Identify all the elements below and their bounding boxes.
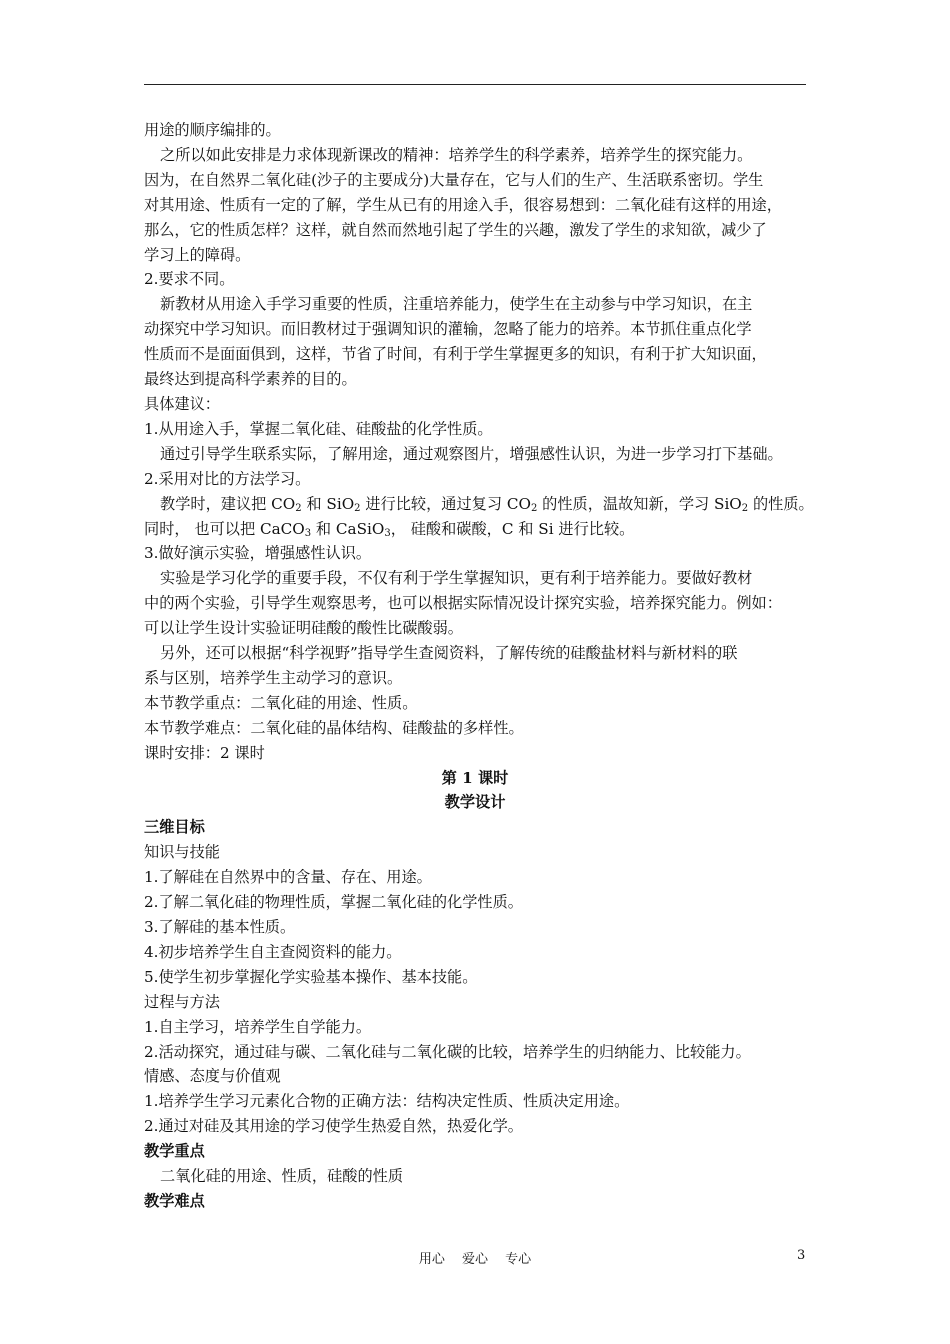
text-line: 课时安排：2 课时 bbox=[144, 743, 265, 762]
text-line: 4.初步培养学生自主查阅资料的能力。 bbox=[144, 942, 402, 961]
text-line: 2.了解二氧化硅的物理性质，掌握二氧化硅的化学性质。 bbox=[144, 893, 523, 912]
text-line: 2.要求不同。 bbox=[144, 270, 235, 289]
header-rule bbox=[144, 84, 806, 85]
text-line: 另外，还可以根据“科学视野”指导学生查阅资料，了解传统的硅酸盐材料与新材料的联 bbox=[160, 644, 738, 663]
text-line: 具体建议： bbox=[144, 394, 220, 413]
text-line: 教学时，建议把 $CO_2$ 和 SiO$_2$ 进行比较，通过复习 $CO_2$ 的性质，温故知新，学习 SiO$_2$ 的性质。 bbox=[160, 494, 814, 514]
text-line: 本节教学重点：二氧化硅的用途、性质。 bbox=[144, 693, 418, 712]
text-line: 动探究中学习知识。而旧教材过于强调知识的灌输，忽略了能力的培养。本节抓住重点化学 bbox=[144, 320, 752, 339]
section-heading: 教学重点 bbox=[144, 1142, 205, 1161]
section-heading: 第 1 课时 bbox=[441, 768, 509, 787]
text-line: 系与区别，培养学生主动学习的意识。 bbox=[144, 668, 403, 687]
text-line: 1.从用途入手，掌握二氧化硅、硅酸盐的化学性质。 bbox=[144, 419, 493, 438]
section-heading: 教学难点 bbox=[144, 1191, 205, 1210]
text-line: 2.活动探究，通过硅与碳、二氧化硅与二氧化碳的比较，培养学生的归纳能力、比较能力。 bbox=[144, 1042, 751, 1061]
document-body bbox=[144, 118, 824, 1214]
text-line: 二氧化硅的用途、性质，硅酸的性质 bbox=[160, 1167, 403, 1186]
section-heading: 教学设计 bbox=[444, 793, 506, 812]
text-line: 5.使学生初步掌握化学实验基本操作、基本技能。 bbox=[144, 967, 478, 986]
text-line: 2.采用对比的方法学习。 bbox=[144, 469, 311, 488]
text-line: 因为，在自然界二氧化硅(沙子的主要成分)大量存在，它与人们的生产、生活联系密切。学生 bbox=[144, 170, 764, 189]
footer-motto: 用心 爱心 专心 bbox=[418, 1252, 532, 1267]
text-line: 中的两个实验，引导学生观察思考，也可以根据实际情况设计探究实验，培养探究能力。例如： bbox=[144, 594, 782, 613]
text-line: 最终达到提高科学素养的目的。 bbox=[144, 370, 357, 389]
text-line: 通过引导学生联系实际，了解用途，通过观察图片，增强感性认识，为进一步学习打下基础。 bbox=[160, 444, 783, 463]
text-line: 之所以如此安排是力求体现新课改的精神：培养学生的科学素养，培养学生的探究能力。 bbox=[160, 145, 753, 164]
text-line: 可以让学生设计实验证明硅酸的酸性比碳酸弱。 bbox=[144, 619, 463, 638]
section-heading: 三维目标 bbox=[144, 818, 205, 837]
text-line: 情感、态度与价值观 bbox=[144, 1067, 281, 1086]
text-line: 那么，它的性质怎样？这样，就自然而然地引起了学生的兴趣，激发了学生的求知欲，减少了 bbox=[144, 220, 767, 239]
text-line: 学习上的障碍。 bbox=[144, 245, 251, 264]
text-line: 3.了解硅的基本性质。 bbox=[144, 918, 296, 936]
text-line: 实验是学习化学的重要手段，不仅有利于学生掌握知识，更有利于培养能力。要做好教材 bbox=[160, 569, 753, 588]
text-line: 1.了解硅在自然界中的含量、存在、用途。 bbox=[144, 868, 432, 887]
text-line: 过程与方法 bbox=[144, 992, 220, 1011]
text-line: 1.培养学生学习元素化合物的正确方法：结构决定性质、性质决定用途。 bbox=[144, 1092, 630, 1111]
text-line: 本节教学难点：二氧化硅的晶体结构、硅酸盐的多样性。 bbox=[144, 718, 524, 737]
text-line: 对其用途、性质有一定的了解，学生从已有的用途入手，很容易想到：二氧化硅有这样的用途， bbox=[144, 195, 782, 214]
text-line: 1.自主学习，培养学生自学能力。 bbox=[144, 1017, 372, 1036]
page-number: 3 bbox=[797, 1248, 806, 1263]
text-line: 性质而不是面面俱到，这样，节省了时间，有利于学生掌握更多的知识，有利于扩大知识面， bbox=[144, 345, 767, 364]
text-line: 新教材从用途入手学习重要的性质，注重培养能力，使学生在主动参与中学习知识，在主 bbox=[160, 295, 753, 314]
text-line: 同时， 也可以把 CaCO$_3$ 和 CaSiO$_3$， 硅酸和碳酸，C 和 Si 进行比较。 bbox=[144, 519, 635, 539]
text-line: 2.通过对硅及其用途的学习使学生热爱自然，热爱化学。 bbox=[144, 1117, 523, 1136]
text-line: 知识与技能 bbox=[144, 843, 220, 862]
text-line: 3.做好演示实验，增强感性认识。 bbox=[144, 544, 372, 563]
text-line: 用途的顺序编排的。 bbox=[144, 121, 281, 139]
